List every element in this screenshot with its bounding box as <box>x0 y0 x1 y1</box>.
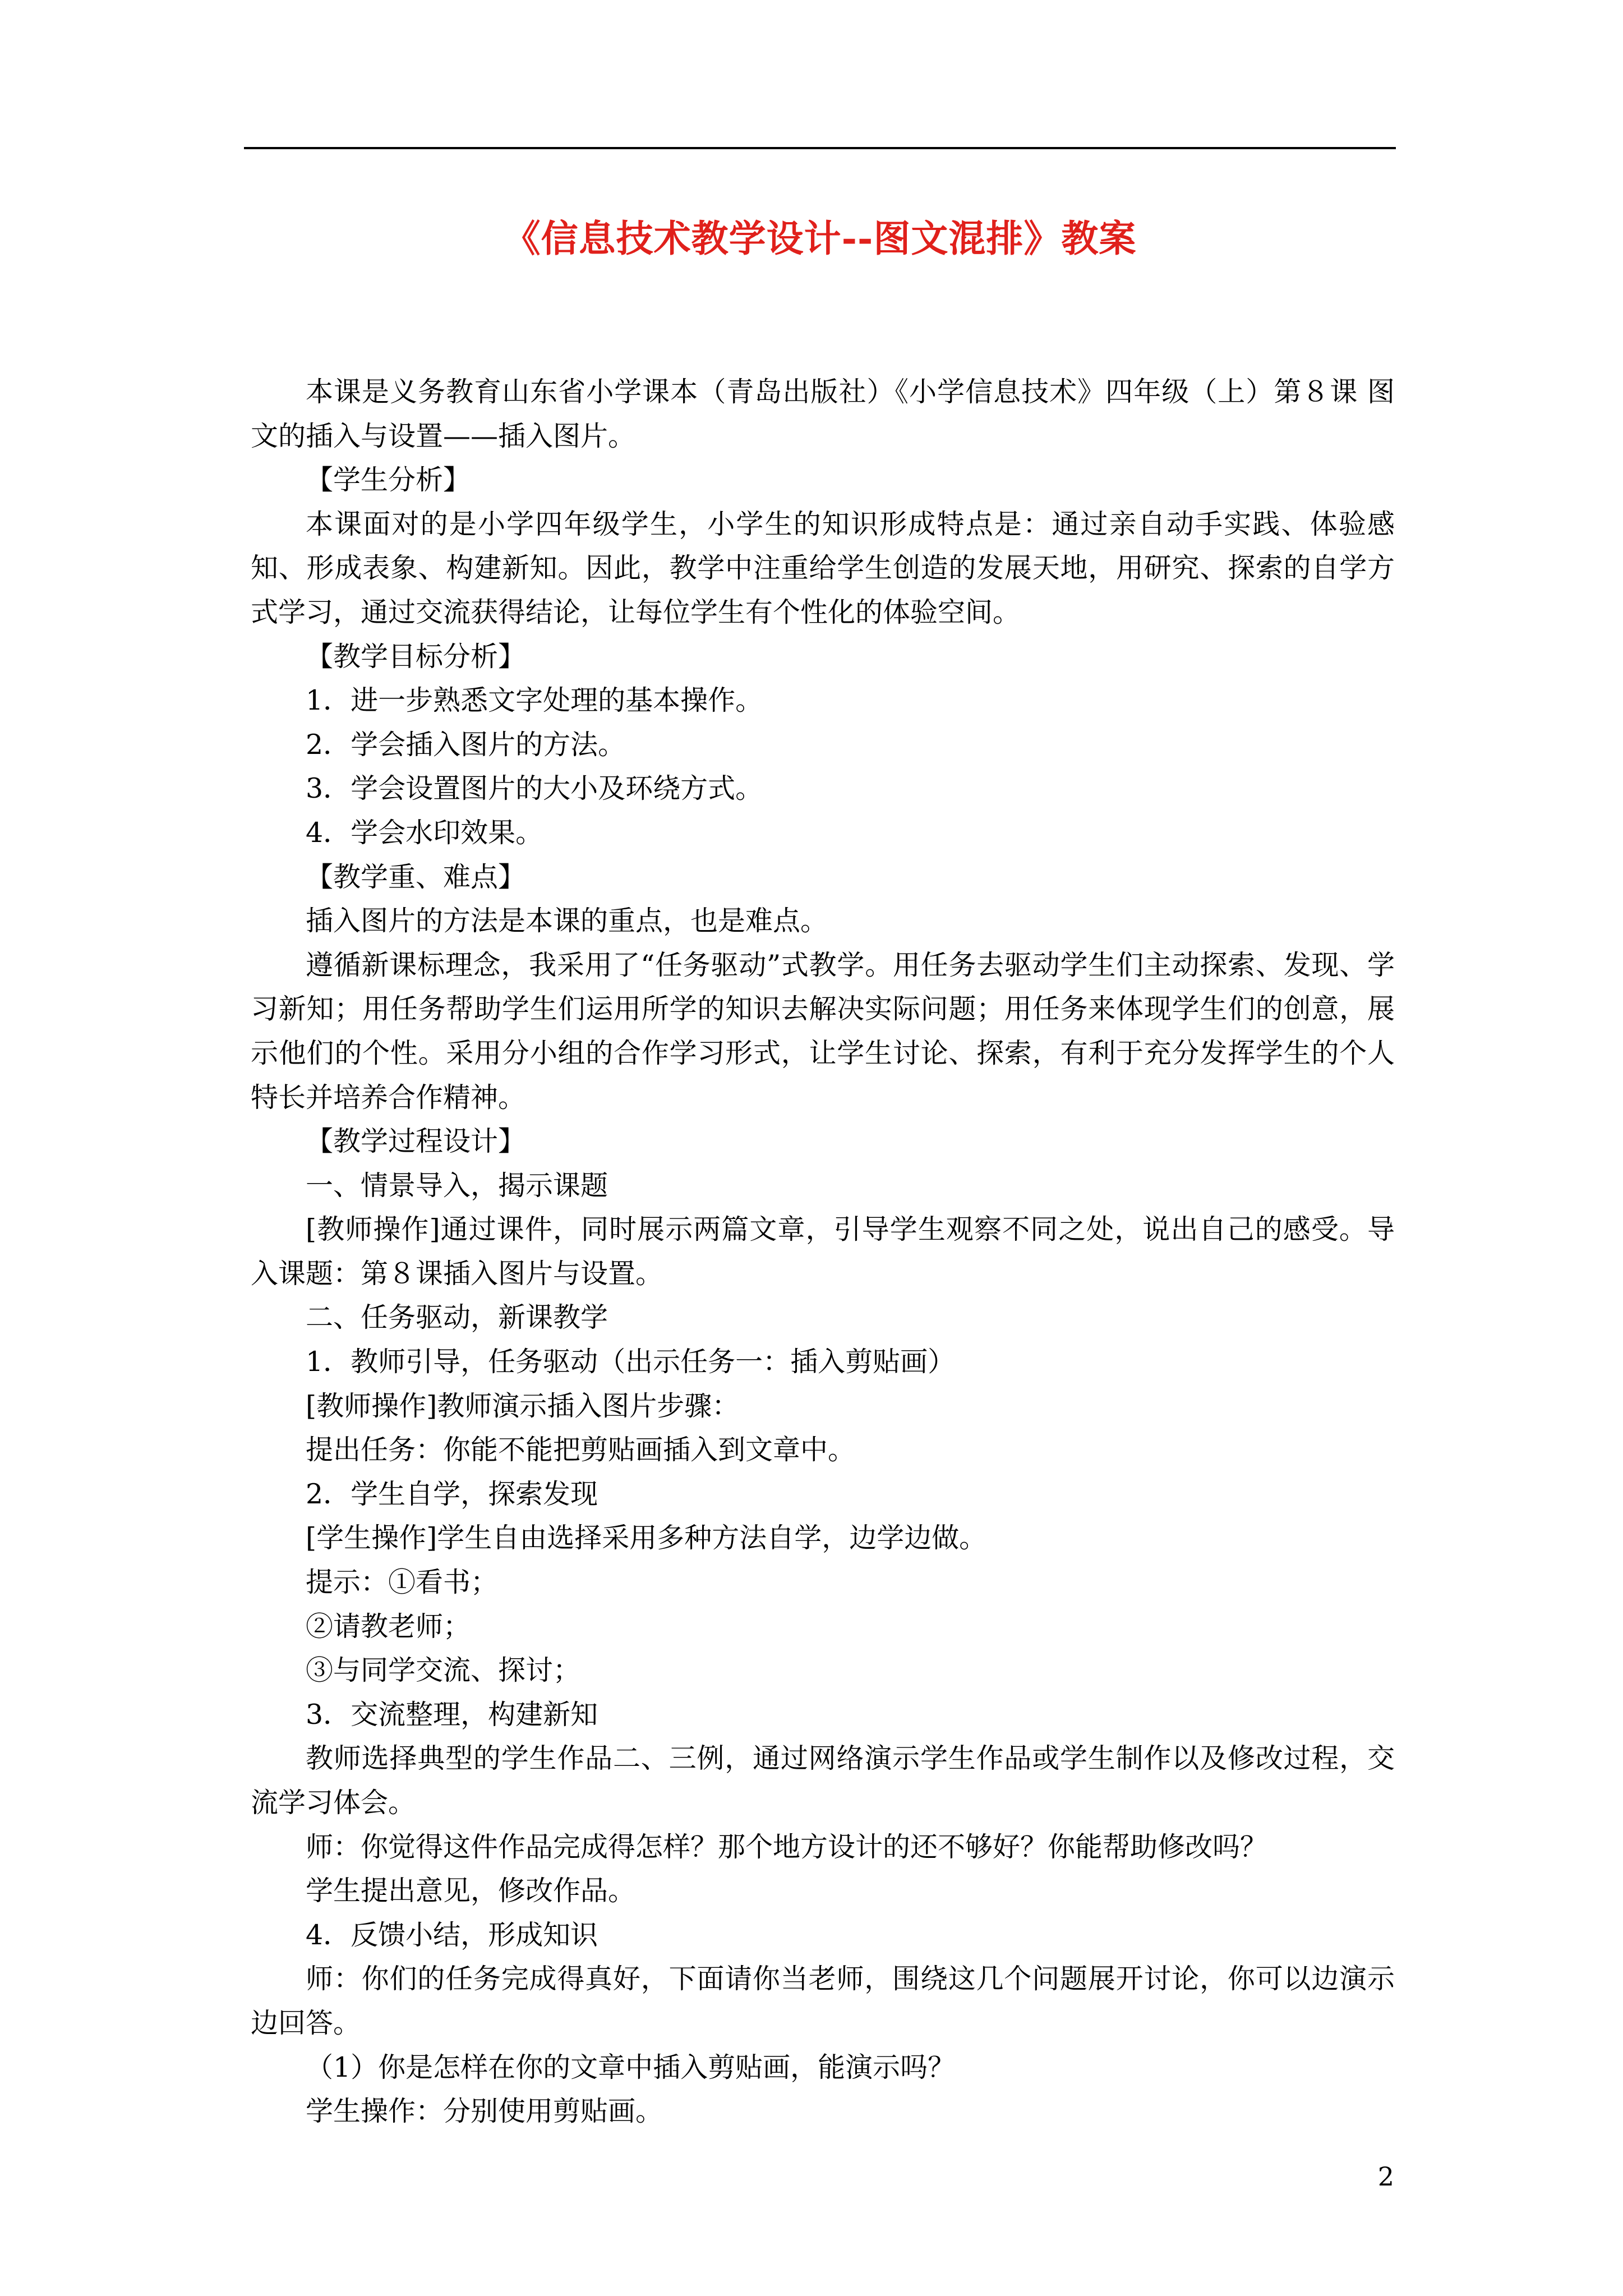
paragraph: 1．教师引导，任务驱动（出示任务一：插入剪贴画） <box>306 1346 956 1378</box>
section-heading-student-analysis: 【学生分析】 <box>306 464 471 496</box>
paragraph: （1）你是怎样在你的文章中插入剪贴画，能演示吗？ <box>306 2051 956 2083</box>
paragraph: 学生操作：分别使用剪贴画。 <box>306 2095 663 2128</box>
paragraph: 3．交流整理，构建新知 <box>306 1698 598 1731</box>
document-title: 《信息技术教学设计--图文混排》教案 <box>503 217 1137 260</box>
list-item: 1．进一步熟悉文字处理的基本操作。 <box>306 684 763 717</box>
paragraph: 师：你们的任务完成得真好，下面请你当老师，围绕这几个问题展开讨论，你可以边演示边回答。 <box>251 1963 1395 2039</box>
paragraph: ③与同学交流、探讨； <box>306 1654 581 1687</box>
paragraph: 本课面对的是小学四年级学生，小学生的知识形成特点是：通过亲自动手实践、体验感知、形成表象、构建新知。因此，教学中注重给学生创造的发展天地，用研究、探索的自学方式学习，通过交流获得结论，让每位学生有个性化的体验空间。 <box>251 508 1395 628</box>
paragraph: 遵循新课标理念，我采用了“任务驱动”式教学。用任务去驱动学生们主动探索、发现、学习新知；用任务帮助学生们运用所学的知识去解决实际问题；用任务来体现学生们的创意，展示他们的个性。采用分小组的合作学习形式，让学生讨论、探索，有利于充分发挥学生的个人特长并培养合作精神。 <box>251 949 1395 1114</box>
header-rule <box>244 147 1396 149</box>
paragraph: [教师操作]通过课件，同时展示两篇文章，引导学生观察不同之处，说出自己的感受。导入课题：第８课插入图片与设置。 <box>251 1213 1395 1290</box>
paragraph: 二、任务驱动，新课教学 <box>306 1301 608 1334</box>
paragraph: 学生提出意见，修改作品。 <box>306 1875 636 1907</box>
paragraph: ②请教老师； <box>306 1610 471 1642</box>
paragraph: 提出任务：你能不能把剪贴画插入到文章中。 <box>306 1434 856 1466</box>
paragraph: 一、情景导入，揭示课题 <box>306 1169 608 1202</box>
list-item: 3．学会设置图片的大小及环绕方式。 <box>306 772 763 805</box>
paragraph: [教师操作]教师演示插入图片步骤： <box>306 1389 740 1422</box>
section-heading-key-points: 【教学重、难点】 <box>306 861 526 893</box>
section-heading-teaching-goals: 【教学目标分析】 <box>306 640 526 673</box>
paragraph: 提示：①看书； <box>306 1566 499 1599</box>
paragraph: 4．反馈小结，形成知识 <box>306 1918 598 1951</box>
section-heading-process-design: 【教学过程设计】 <box>306 1125 526 1158</box>
list-item: 2．学会插入图片的方法。 <box>306 728 626 761</box>
list-item: 4．学会水印效果。 <box>306 816 543 849</box>
paragraph: 插入图片的方法是本课的重点，也是难点。 <box>306 905 828 937</box>
paragraph: [学生操作]学生自由选择采用多种方法自学，边学边做。 <box>306 1522 987 1554</box>
document-body <box>251 370 1395 2134</box>
paragraph: 教师选择典型的学生作品二、三例，通过网络演示学生作品或学生制作以及修改过程，交流学习体会。 <box>251 1742 1395 1819</box>
paragraph: 师：你觉得这件作品完成得怎样？那个地方设计的还不够好？你能帮助修改吗？ <box>306 1830 1268 1863</box>
page-number: 2 <box>1377 2161 1394 2192</box>
paragraph: 2．学生自学，探索发现 <box>306 1478 598 1510</box>
paragraph: 本课是义务教育山东省小学课本（青岛出版社）《小学信息技术》四年级（上）第８课 图文的插入与设置——插入图片。 <box>251 376 1395 452</box>
